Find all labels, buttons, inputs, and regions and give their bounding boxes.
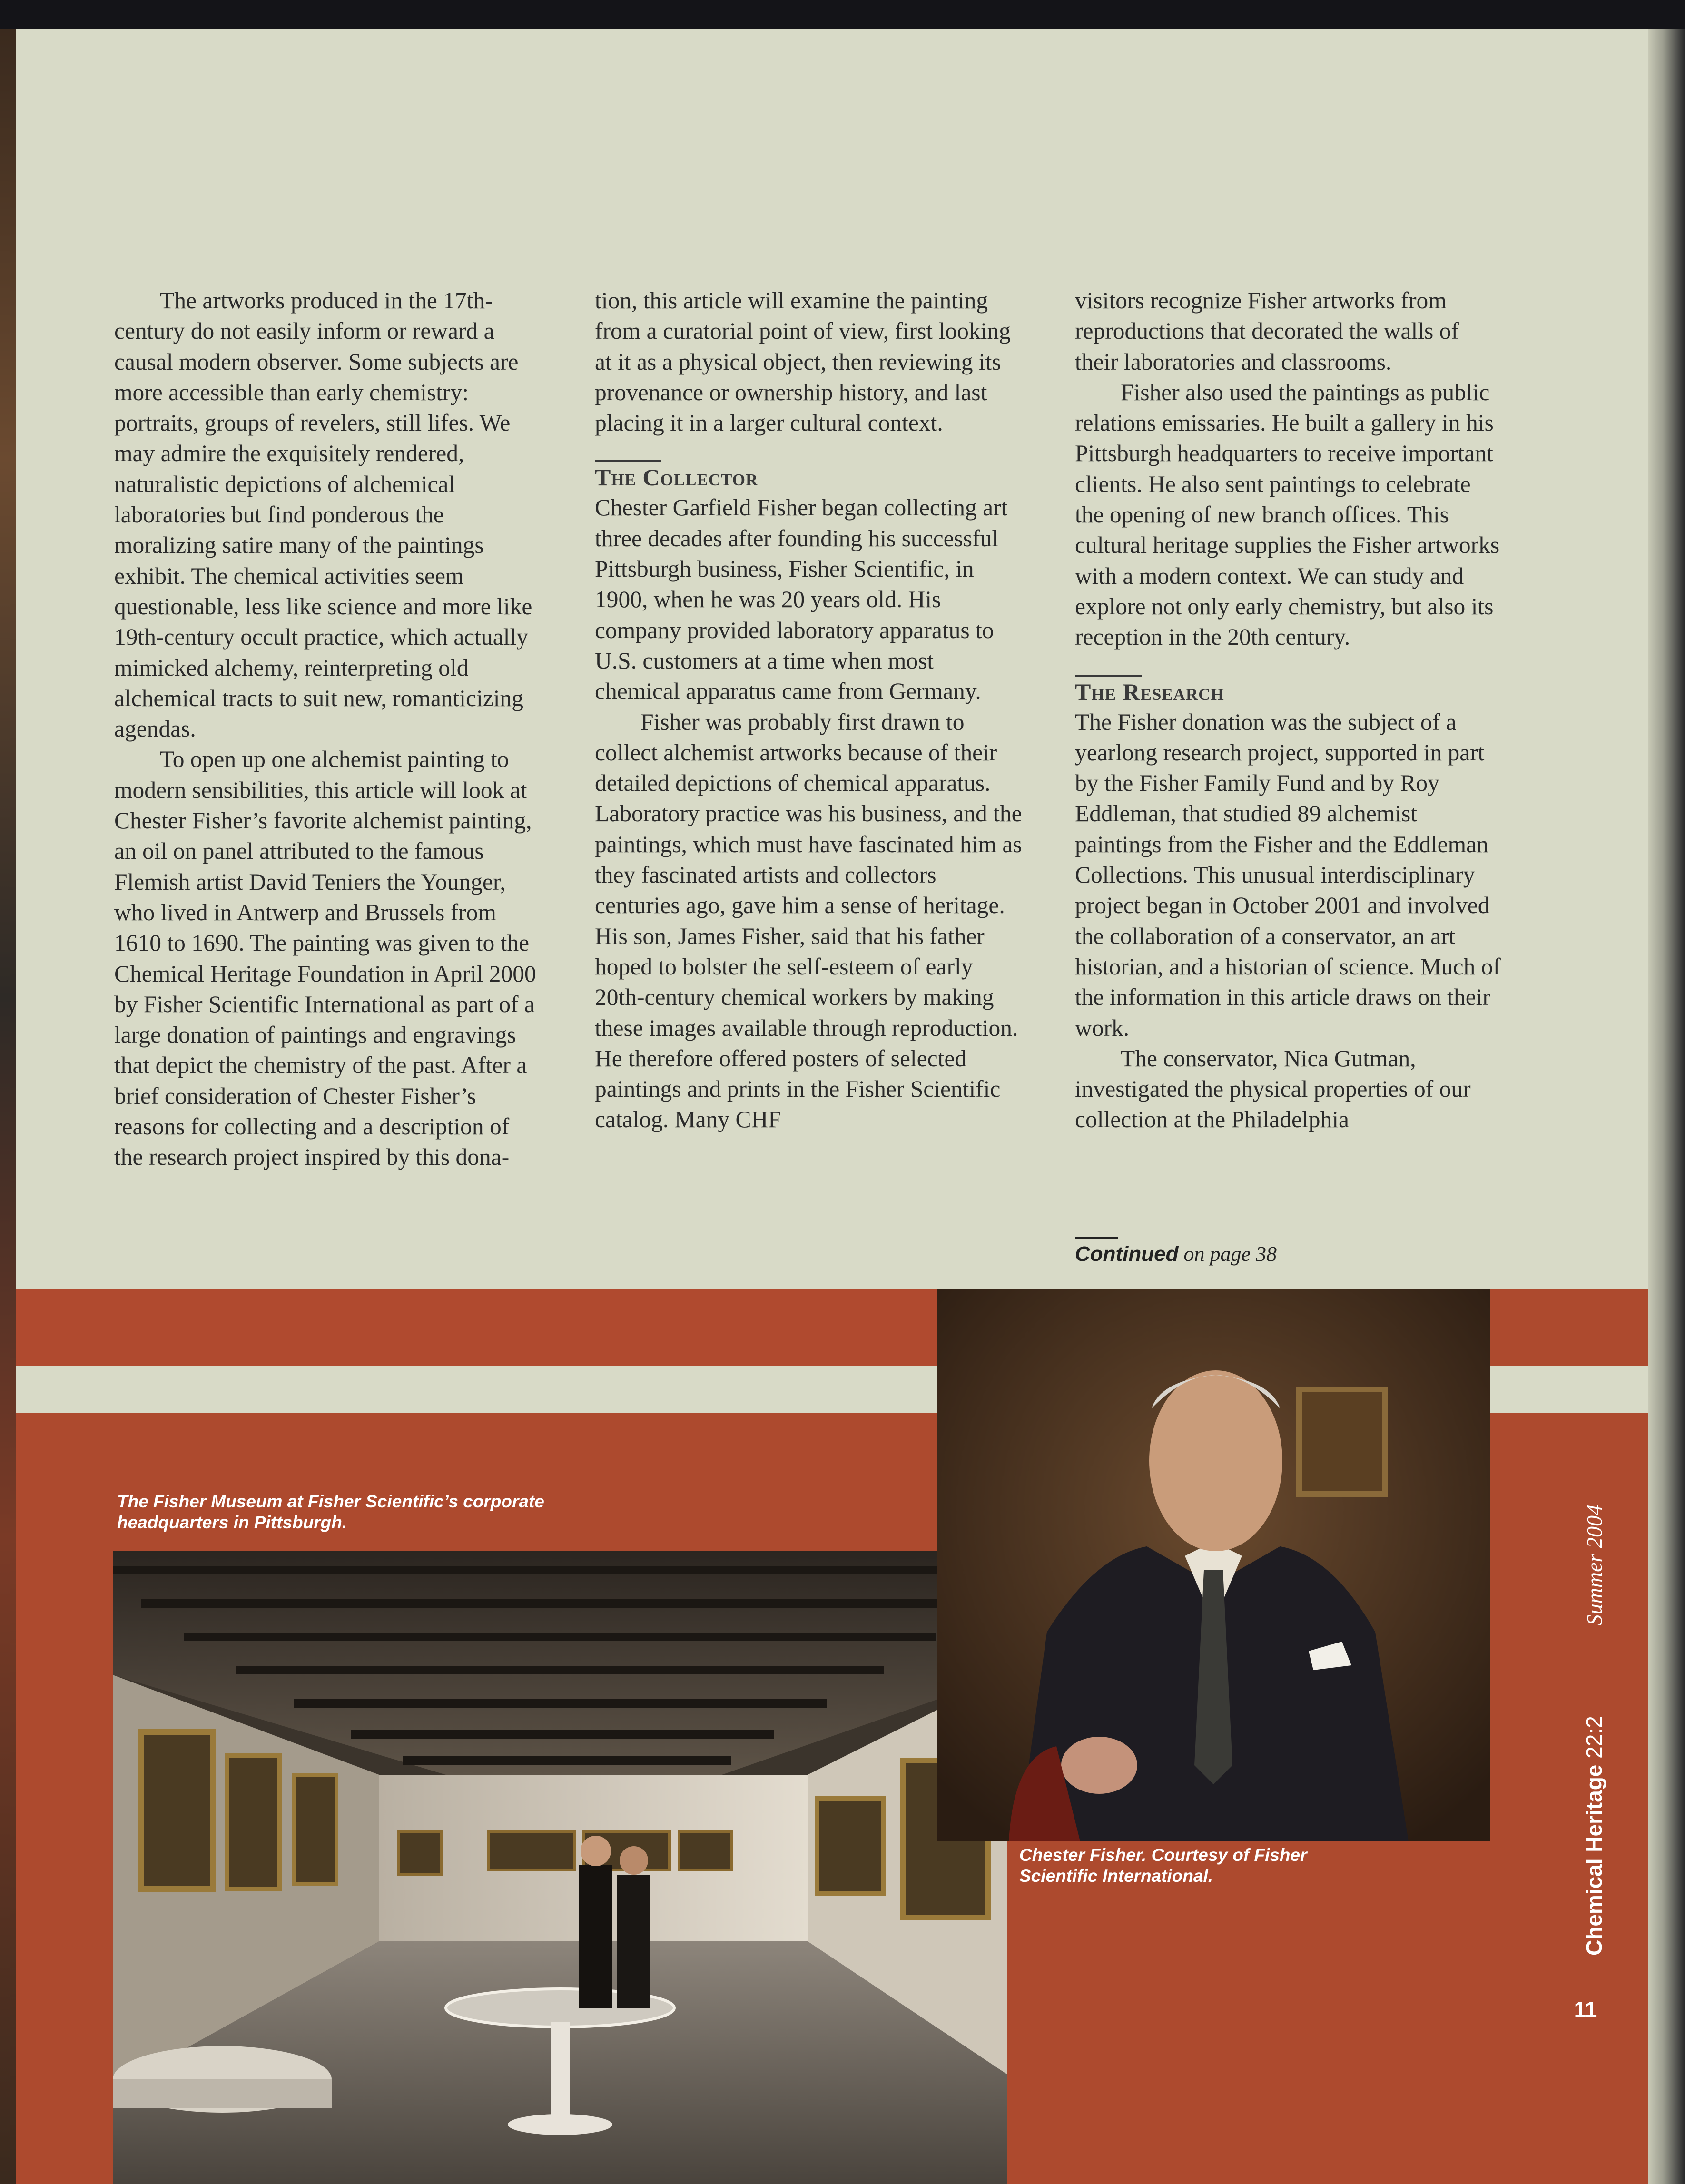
chester-fisher-portrait [937, 1289, 1490, 1841]
portrait-caption: Chester Fisher. Courtesy of Fisher Scientific International. [1019, 1845, 1307, 1886]
body-paragraph: The Fisher donation was the subject of a yearlong research project, supported in part by the Fisher Family Fund and by Roy Eddleman, that studied 89 alchemist paintings from the Fisher and the Eddleman Collections. This unusual interdisciplinary project began in October 2001 and involved the collaboration of a conservator, an art historian, and a historian of science. Much of the information in this article draws on their work. [1075, 708, 1501, 1041]
page-number: 11 [1574, 1997, 1597, 2022]
body-paragraph: visitors recognize Fisher artworks from reproductions that decorated the walls of their laboratories and classrooms. [1075, 287, 1459, 375]
body-paragraph: Fisher was probably first drawn to collect alchemist artworks because of their detailed depictions of chemical apparatus. Laboratory practice was his business, and the paintings, which must have fascinated him as they fascinated artists and collectors centuries ago, gave him a sense of heritage. His son, James Fisher, said that his father hoped to bolster the self-esteem of early 20th-century chemical workers by making these images available through reproduction. He therefore offered posters of selected paintings and prints in the Fisher Scientific catalog. Many CHF [595, 708, 1022, 1133]
continued-page-ref: on page 38 [1178, 1242, 1277, 1266]
article-column-3 [1075, 285, 1503, 1135]
section-heading: The Research [1075, 678, 1224, 705]
page-right-edge [1648, 29, 1685, 2184]
section-heading-block [1075, 675, 1503, 707]
issue-number: 22:2 [1582, 1716, 1606, 1765]
band-upper-left [16, 1289, 937, 1366]
running-footer [1580, 1480, 1608, 1956]
section-heading: The Collector [595, 464, 759, 491]
body-paragraph: The conservator, Nica Gutman, investigated the physical properties of our collection at the Philadelphia [1075, 1045, 1471, 1133]
issue-season: Summer 2004 [1582, 1505, 1606, 1626]
body-paragraph: tion, this article will examine the painting from a curatorial point of view, first looking at it as a physical object, then reviewing its provenance or ownership history, and last placing it in a larger cultural context. [595, 287, 1011, 436]
article-column-1 [114, 285, 542, 1173]
body-paragraph: To open up one alchemist painting to modern sensibilities, this article will look at Chester Fisher’s favorite alchemist painting, an oil on panel attributed to the famous Flemish artist David Teniers the Younger, who lived in Antwerp and Brussels from 1610 to 1690. The painting was given to the Chemical Heritage Foundation in April 2000 by Fisher Scientific International as part of a large donation of paintings and engravings that depict the chemistry of the past. After a brief consideration of Chester Fisher’s reasons for collecting and a description of the research project inspired by this dona- [114, 746, 536, 1171]
body-paragraph: Fisher also used the paintings as public relations emissaries. He built a gallery in his Pittsburgh headquarters to receive important clients. He also sent paintings to celebrate the opening of new branch offices. This cultural heritage supplies the Fisher artworks with a modern context. We can study and explore not only early chemistry, but also its reception in the 20th century. [1075, 379, 1500, 650]
section-heading-block [595, 460, 1023, 492]
body-paragraph: Chester Garfield Fisher began collecting art three decades after founding his successful Pittsburgh business, Fisher Scientific, in 1900, when he was 20 years old. His company provided laboratory apparatus to U.S. customers at a time when most chemical apparatus came from Germany. [595, 494, 1008, 705]
portrait-illustration [937, 1289, 1490, 1841]
museum-photo-caption: The Fisher Museum at Fisher Scientific’s corporate headquarters in Pittsburgh. [117, 1492, 544, 1532]
article-column-2 [595, 285, 1023, 1135]
continued-rule [1075, 1237, 1118, 1239]
magazine-title: Chemical Heritage [1582, 1764, 1606, 1956]
museum-gallery-photo [113, 1551, 1007, 2184]
museum-gallery-illustration [113, 1551, 1007, 2184]
continued-label: Continued [1075, 1242, 1179, 1266]
binding-edge [0, 29, 16, 2184]
continued-line [1075, 1237, 1277, 1266]
body-paragraph: The artworks produced in the 17th-century do not easily inform or reward a causal modern observer. Some subjects are more accessible than early chemistry: portraits, groups of revelers, still lifes. We may admire the exquisitely rendered, naturalistic depictions of alchemical laboratories but find ponderous the moralizing satire many of the paintings exhibit. The chemical activities seem questionable, less like science and more like 19th-century occult practice, which actually mimicked alchemy, reinterpreting old alchemical tracts to suit new, romanticizing agendas. [114, 287, 532, 742]
band-stripe-left [16, 1366, 937, 1413]
